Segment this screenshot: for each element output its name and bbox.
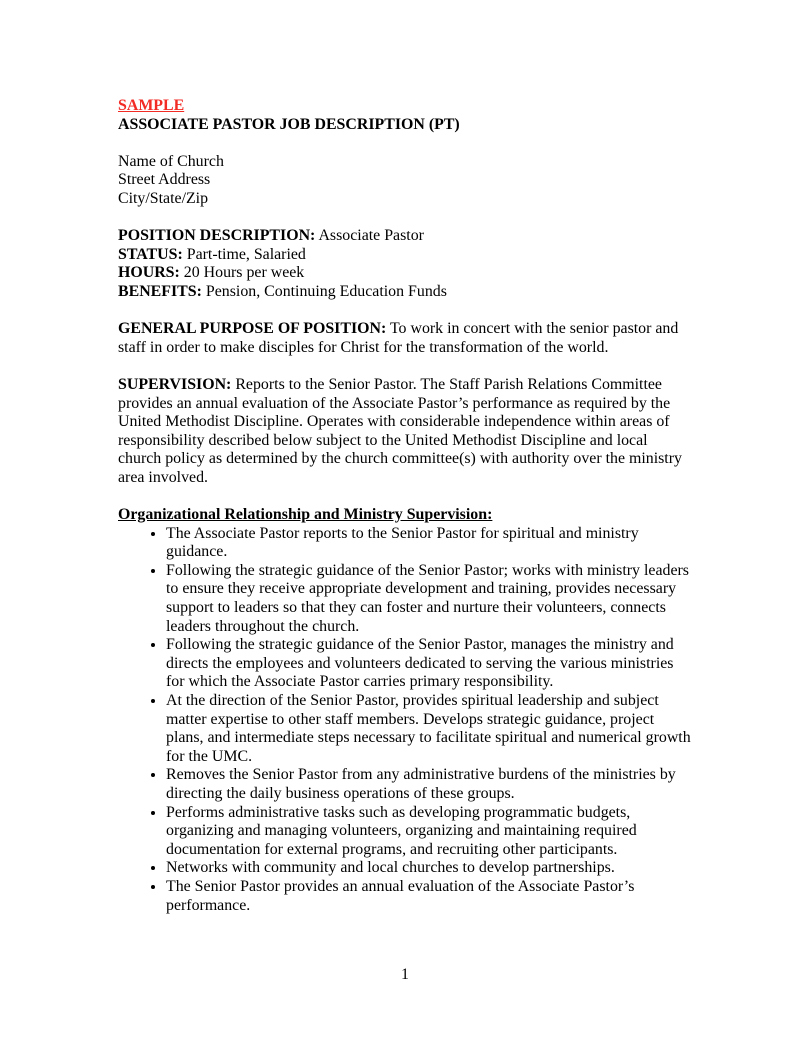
detail-label: HOURS: bbox=[118, 264, 180, 282]
paragraph-general-purpose bbox=[118, 320, 694, 357]
detail-value: Pension, Continuing Education Funds bbox=[201, 282, 447, 300]
detail-line-hours bbox=[118, 264, 694, 283]
section-heading: Organizational Relationship and Ministry Supervision: bbox=[118, 506, 493, 524]
address-line-street: Street Address bbox=[118, 171, 211, 189]
paragraph-label: SUPERVISION: bbox=[118, 375, 232, 393]
bullet-item: • Performs administrative tasks such as developing programmatic budgets, organizing and managing volunteers, organizing and maintaining required documentation for external programs, and recruiting other participants. bbox=[166, 804, 694, 860]
detail-line-position bbox=[118, 227, 694, 246]
address-line-church: Name of Church bbox=[118, 152, 224, 170]
detail-line-benefits bbox=[118, 283, 694, 302]
bullet-item: • Following the strategic guidance of the Senior Pastor, manages the ministry and directs the employees and volunteers dedicated to serving the various ministries for which the Associate Pastor carries primary responsibility. bbox=[166, 636, 694, 692]
bullet-item: • The Senior Pastor provides an annual evaluation of the Associate Pastor’s performance. bbox=[166, 878, 694, 915]
paragraph-text: Reports to the Senior Pastor. The Staff Parish Relations Committee provides an annual evaluation of the Associate Pastor’s performance as required by the United Methodist Discipline. Operates with considerable independence within areas of responsibility described below subject to the United Methodist Discipline and local church policy as determined by the church committee(s) with authority over the ministry area involved. bbox=[118, 375, 682, 486]
detail-line-status bbox=[118, 246, 694, 265]
detail-value: 20 Hours per week bbox=[179, 264, 305, 282]
page-title: ASSOCIATE PASTOR JOB DESCRIPTION (PT) bbox=[118, 115, 460, 133]
paragraph-text: To work in concert with the senior pastor and staff in order to make disciples for Christ for the transformation of the world. bbox=[118, 320, 679, 356]
detail-value: Associate Pastor bbox=[315, 227, 424, 245]
bullet-list bbox=[118, 525, 694, 915]
detail-label: STATUS: bbox=[118, 245, 183, 263]
detail-label: POSITION DESCRIPTION: bbox=[118, 227, 316, 245]
details-block bbox=[118, 227, 694, 301]
bullet-item: • At the direction of the Senior Pastor, provides spiritual leadership and subject matter expertise to other staff members. Develops strategic guidance, project plans, and intermediate steps necessary to facilitate spiritual and numerical growth for the UMC. bbox=[166, 692, 694, 766]
detail-value: Part-time, Salaried bbox=[182, 245, 306, 263]
bullet-item: • Removes the Senior Pastor from any administrative burdens of the ministries by directing the daily business operations of these groups. bbox=[166, 766, 694, 803]
paragraph-label: GENERAL PURPOSE OF POSITION: bbox=[118, 320, 387, 338]
title-block bbox=[118, 97, 694, 134]
bullet-item: • The Associate Pastor reports to the Senior Pastor for spiritual and ministry guidance. bbox=[166, 525, 694, 562]
organizational-section bbox=[118, 506, 694, 915]
bullet-item: • Networks with community and local churches to develop partnerships. bbox=[166, 859, 694, 878]
paragraph-supervision bbox=[118, 376, 694, 488]
bullet-item: • Following the strategic guidance of the Senior Pastor; works with ministry leaders to ensure they receive appropriate development and training, provides necessary support to leaders so that they can foster and nurture their volunteers, connects leaders throughout the church. bbox=[166, 562, 694, 636]
detail-label: BENEFITS: bbox=[118, 282, 202, 300]
page-number: 1 bbox=[401, 966, 409, 983]
address-block bbox=[118, 153, 694, 209]
sample-label: SAMPLE bbox=[118, 97, 185, 114]
address-line-city: City/State/Zip bbox=[118, 189, 209, 207]
